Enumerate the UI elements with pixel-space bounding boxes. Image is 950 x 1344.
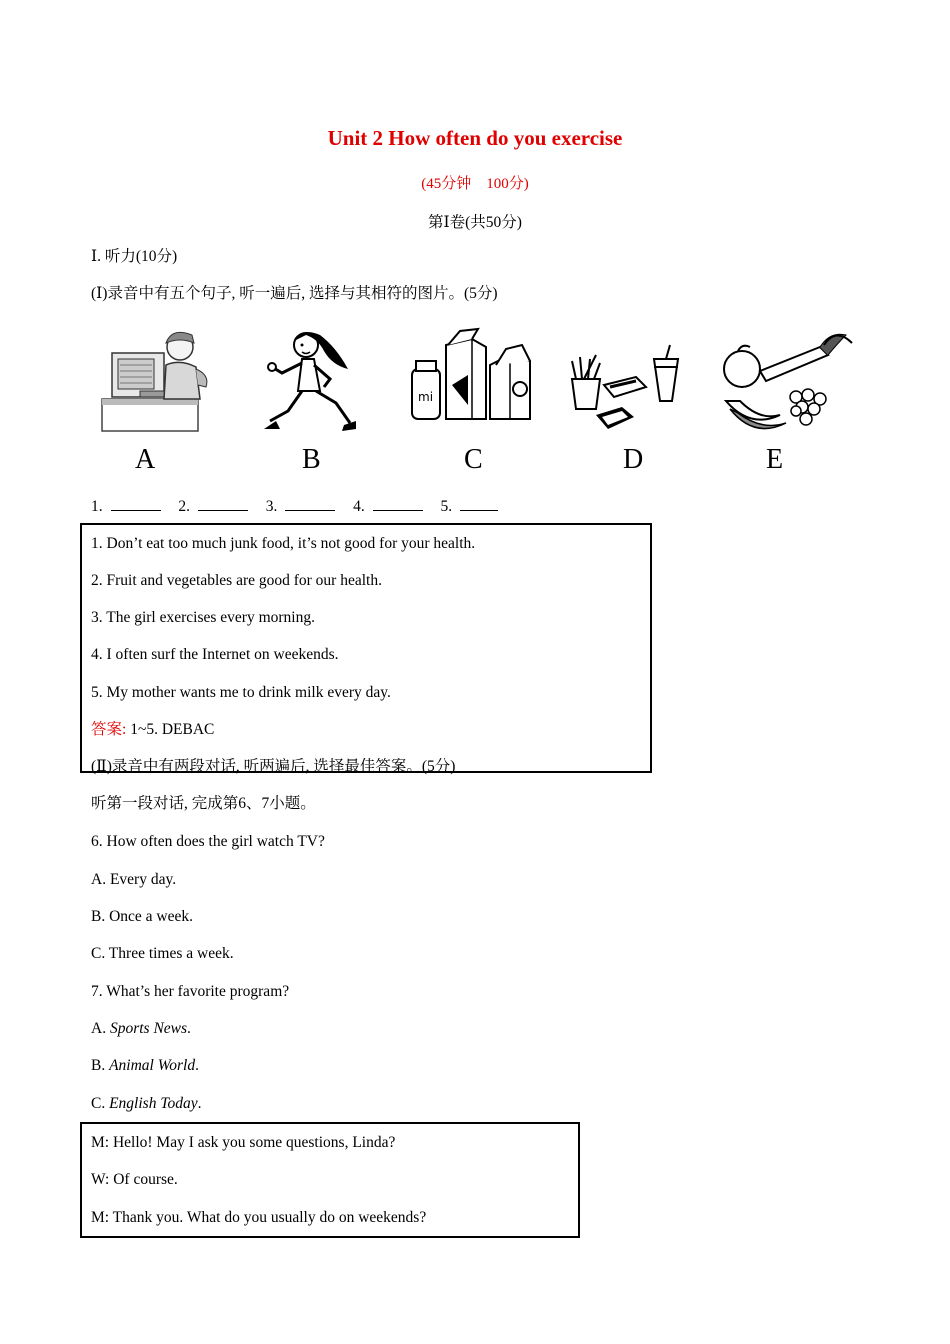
answer-line — [91, 720, 214, 740]
listening-part2-instruction: (Ⅱ)录音中有两段对话, 听两遍后, 选择最佳答案。(5分) — [91, 758, 456, 775]
answer-label: 答案: — [91, 721, 127, 738]
picture-label-d: D — [623, 444, 644, 475]
listening-heading: Ⅰ. 听力(10分) — [91, 248, 178, 265]
script-line-5: 5. My mother wants me to drink milk every day. — [91, 684, 391, 701]
q7-option-a-prefix: A. — [91, 1020, 110, 1037]
picture-label-b: B — [302, 444, 321, 475]
computer-boy-picture — [100, 325, 212, 435]
q7-option-a-title: Sports News — [109, 1020, 188, 1037]
answer-blanks-row — [91, 496, 498, 517]
blank-number-5: 5. — [440, 498, 453, 515]
answer-blank-5[interactable] — [460, 496, 498, 511]
running-girl-picture — [262, 325, 358, 439]
answer-blank-3[interactable] — [285, 496, 335, 511]
page-title: Unit 2 How often do you exercise — [327, 126, 623, 150]
blank-number-4: 4. — [353, 498, 365, 515]
question-7: 7. What’s her favorite program? — [91, 983, 290, 1000]
blank-number-2: 2. — [178, 498, 190, 515]
picture-label-e: E — [766, 444, 784, 475]
paper-part-heading: 第Ⅰ卷(共50分) — [428, 214, 522, 231]
blank-number-1: 1. — [91, 498, 103, 515]
dialog-line-1: M: Hello! May I ask you some questions, Linda? — [91, 1134, 396, 1151]
q6-option-a[interactable]: A. Every day. — [91, 871, 177, 888]
answer-blank-1[interactable] — [111, 496, 161, 511]
script-line-1: 1. Don’t eat too much junk food, it’s not good for your health. — [91, 535, 476, 552]
q7-option-c-prefix: C. — [91, 1095, 110, 1112]
q7-option-a-suffix: . — [187, 1020, 191, 1037]
blank-number-3: 3. — [265, 498, 278, 515]
fruit-vegetables-picture — [720, 325, 854, 441]
drinks-picture — [408, 325, 536, 425]
listening-part1-instruction: (Ⅰ)录音中有五个句子, 听一遍后, 选择与其相符的图片。(5分) — [91, 285, 498, 302]
dialog-line-2: W: Of course. — [91, 1171, 178, 1188]
picture-label-c: C — [464, 444, 483, 475]
junk-food-picture — [566, 325, 684, 437]
script-line-2: 2. Fruit and vegetables are good for our health. — [91, 572, 382, 589]
q7-option-b[interactable] — [91, 1056, 199, 1076]
q7-option-b-prefix: B. — [91, 1057, 110, 1074]
script-line-3: 3. The girl exercises every morning. — [91, 609, 315, 626]
q7-option-c-title: English Today — [109, 1095, 198, 1112]
dialog-line-3: M: Thank you. What do you usually do on weekends? — [91, 1209, 427, 1226]
q7-option-c-suffix: . — [197, 1095, 202, 1112]
q7-option-c[interactable] — [91, 1094, 202, 1114]
svg-text:mi: mi — [418, 390, 434, 404]
dialog-intro: 听第一段对话, 完成第6、7小题。 — [91, 795, 316, 812]
script-line-4: 4. I often surf the Internet on weekends. — [91, 646, 339, 663]
q6-option-c[interactable]: C. Three times a week. — [91, 945, 234, 962]
answer-blank-2[interactable] — [198, 496, 248, 511]
q7-option-b-title: Animal World — [109, 1057, 196, 1074]
q7-option-b-suffix: . — [195, 1057, 199, 1074]
time-score-subtitle: (45分钟 100分) — [421, 176, 529, 192]
question-6: 6. How often does the girl watch TV? — [91, 833, 325, 850]
answer-value: 1~5. DEBAC — [126, 721, 215, 738]
picture-label-a: A — [135, 444, 156, 475]
q6-option-b[interactable]: B. Once a week. — [91, 908, 193, 925]
q7-option-a[interactable] — [91, 1019, 191, 1039]
answer-blank-4[interactable] — [373, 496, 423, 511]
